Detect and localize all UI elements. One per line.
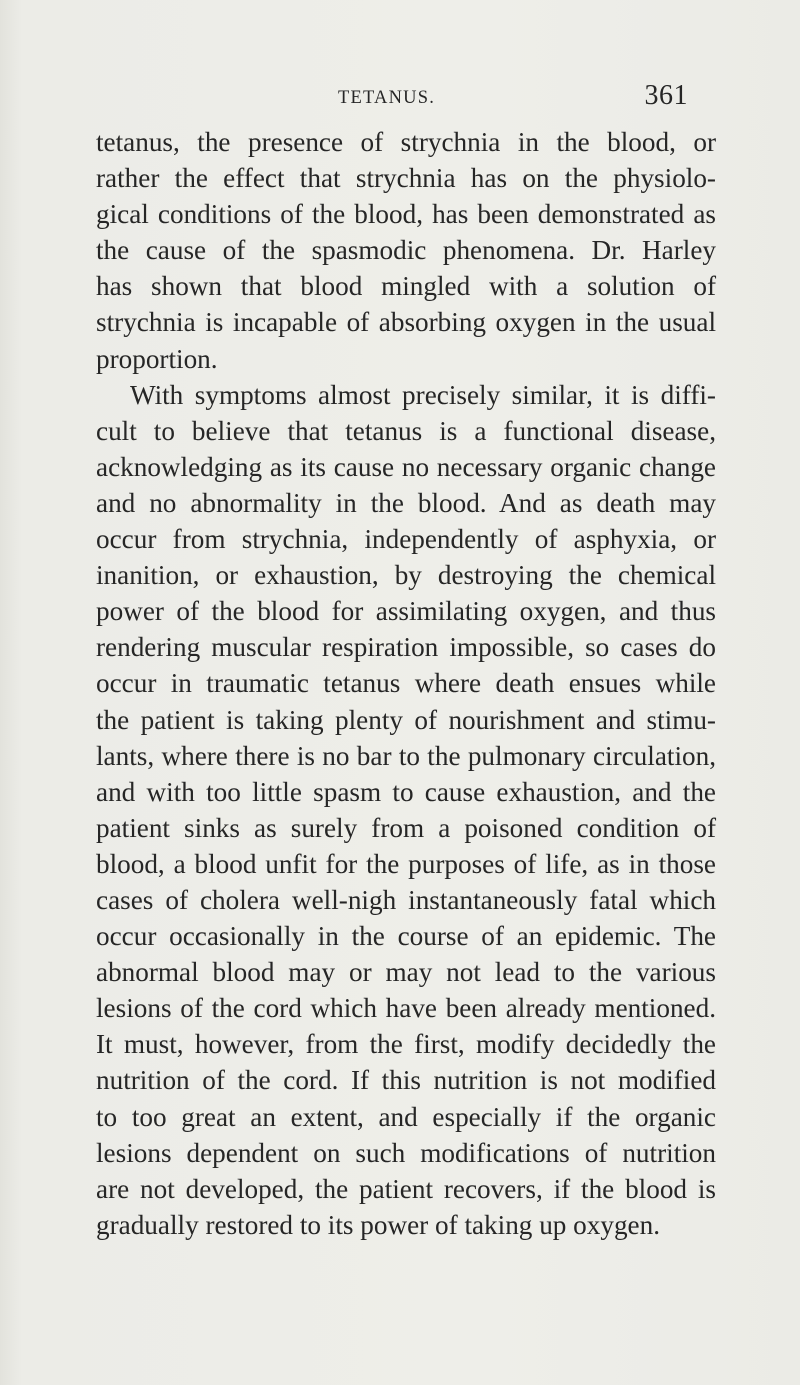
text-line: gical conditions of the blood, has been demonstrated as — [96, 199, 716, 230]
body-text — [96, 124, 716, 1243]
text-line: It must, however, from the first, modify decidedly the — [96, 1029, 716, 1060]
text-line: has shown that blood mingled with a solution of — [96, 271, 716, 302]
page-header — [258, 80, 688, 116]
text-line: lesions of the cord which have been already mentioned. — [96, 993, 716, 1024]
text-line: strychnia is incapable of absorbing oxygen in the usual — [96, 307, 716, 338]
text-line: the cause of the spasmodic phenomena. Dr. Harley — [96, 235, 716, 266]
text-line: the patient is taking plenty of nourishment and stimu- — [96, 704, 716, 735]
text-line: power of the blood for assimilating oxygen, and thus — [96, 596, 716, 627]
text-line: and with too little spasm to cause exhaustion, and the — [96, 776, 716, 807]
text-line: to too great an extent, and especially if the organic — [96, 1101, 716, 1132]
text-line: and no abnormality in the blood. And as death may — [96, 487, 716, 518]
text-line: inanition, or exhaustion, by destroying the chemical — [96, 560, 716, 591]
text-line: acknowledging as its cause no necessary organic change — [96, 451, 716, 482]
text-line: cult to believe that tetanus is a functional disease, — [96, 415, 716, 446]
text-line: occur in traumatic tetanus where death ensues while — [96, 668, 716, 699]
text-line: occur occasionally in the course of an epidemic. The — [96, 921, 716, 952]
text-line: blood, a blood unfit for the purposes of life, as in those — [96, 848, 716, 879]
page-number: 361 — [644, 80, 688, 111]
text-line: occur from strychnia, independently of asphyxia, or — [96, 524, 716, 555]
text-line: cases of cholera well-nigh instantaneously fatal which — [96, 884, 716, 915]
text-line: tetanus, the presence of strychnia in the blood, or — [96, 127, 716, 157]
text-line: gradually restored to its power of taking up oxygen. — [96, 1209, 661, 1240]
text-line: lesions dependent on such modifications of nutrition — [96, 1137, 716, 1168]
text-line: lants, where there is no bar to the pulmonary circulation, — [96, 740, 716, 771]
text-line: patient sinks as surely from a poisoned condition of — [96, 812, 716, 843]
text-line: are not developed, the patient recovers, if the blood is — [96, 1173, 716, 1204]
text-line: abnormal blood may or may not lead to the various — [96, 957, 716, 988]
text-line: With symptoms almost precisely similar, it is diffi- — [130, 379, 716, 410]
text-line: proportion. — [96, 343, 218, 374]
text-line: nutrition of the cord. If this nutrition is not modified — [96, 1065, 716, 1096]
running-title: TETANUS. — [338, 88, 436, 108]
text-line: rendering muscular respiration impossible, so cases do — [96, 632, 716, 663]
text-line: rather the effect that strychnia has on the physiolo- — [96, 163, 716, 194]
